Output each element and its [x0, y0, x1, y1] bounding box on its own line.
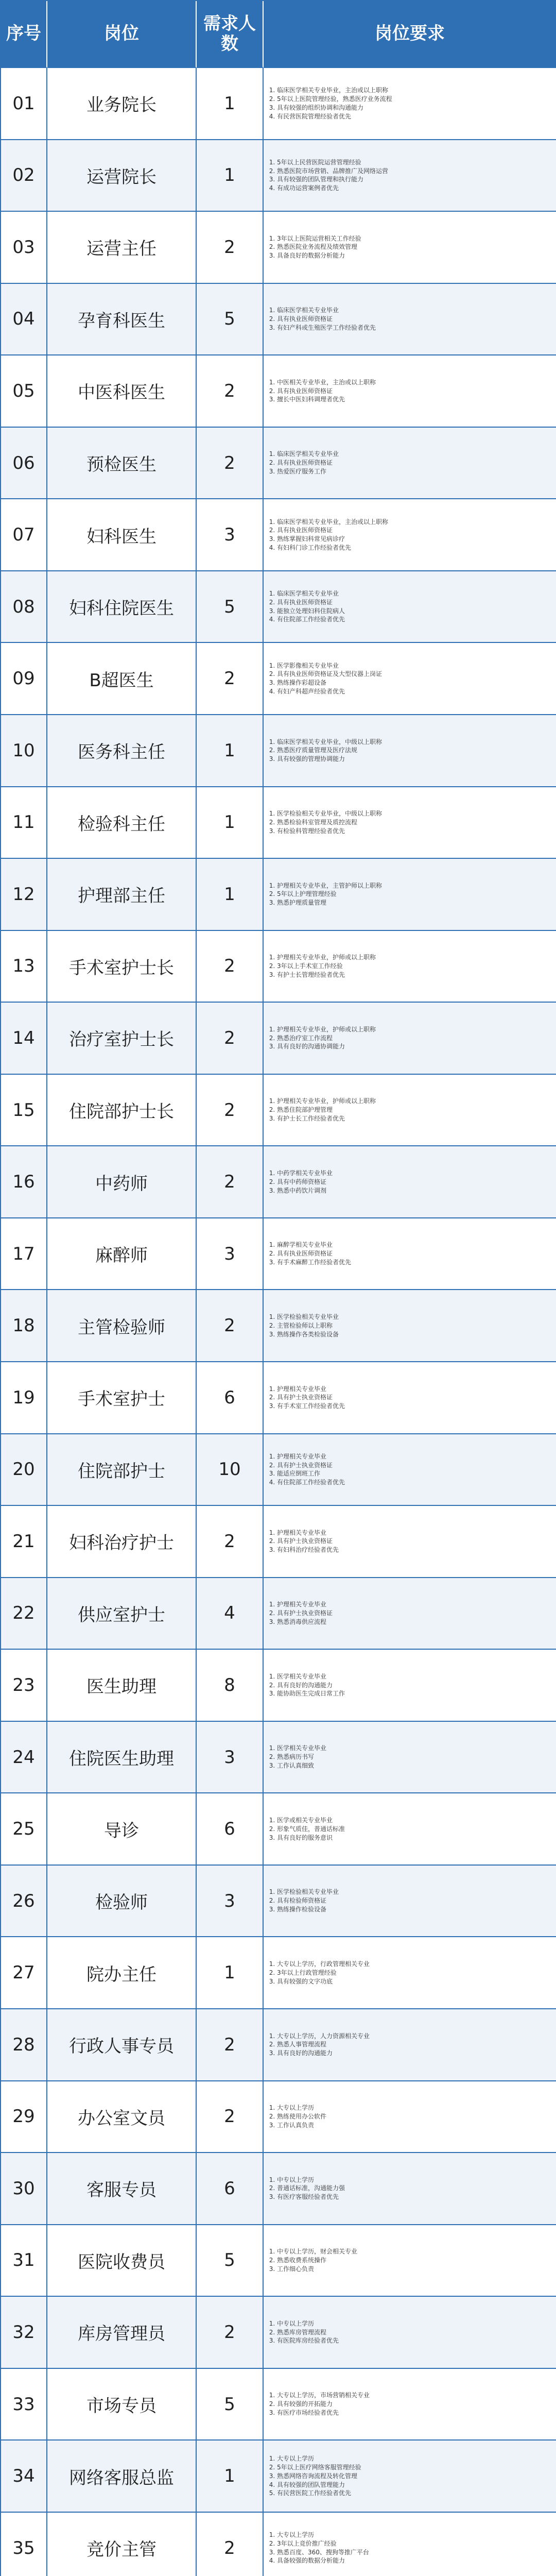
requirement-item: 3. 具有良好的服务意识	[277, 1834, 345, 1842]
row-requirements	[264, 1075, 556, 1147]
row-count: 1	[197, 1937, 264, 2009]
requirement-item: 1. 医学相关专业毕业	[277, 1672, 345, 1681]
requirement-item: 3. 具有较强的文字功底	[277, 1977, 370, 1986]
row-requirements	[264, 2369, 556, 2441]
row-number: 11	[1, 787, 47, 859]
row-requirements	[264, 2009, 556, 2081]
requirement-item: 2. 形象气质佳，普通话标准	[277, 1825, 345, 1834]
row-count: 4	[197, 1578, 264, 1650]
requirements-list	[269, 450, 339, 476]
requirement-item: 3. 熟悉消毒供应流程	[277, 1618, 333, 1626]
row-number: 21	[1, 1506, 47, 1578]
row-position: 主管检验师	[47, 1290, 197, 1362]
row-number: 32	[1, 2297, 47, 2369]
row-number: 05	[1, 355, 47, 428]
requirement-item: 2. 熟悉治疗室工作流程	[277, 1034, 376, 1043]
row-position: 检验师	[47, 1866, 197, 1938]
row-requirements	[264, 68, 556, 140]
requirement-item: 1. 临床医学相关专业毕业，中级以上职称	[277, 738, 382, 747]
requirement-item: 2. 熟悉人事管理流程	[277, 2040, 370, 2049]
requirement-item: 2. 5年以上医院管理经验，熟悉医疗业务流程	[277, 95, 392, 104]
row-count: 2	[197, 643, 264, 715]
requirement-item: 3. 具有良好的沟通协调能力	[277, 1042, 376, 1051]
requirements-list	[269, 1744, 326, 1770]
requirement-item: 3. 熟悉百度、360、搜狗等推广平台	[277, 2548, 369, 2557]
requirement-item: 3. 有医院库房经验者优先	[277, 2336, 339, 2345]
requirement-item: 1. 大专以上学历	[277, 2454, 361, 2463]
requirement-item: 2. 熟练使用办公软件	[277, 2112, 326, 2121]
row-requirements	[264, 1506, 556, 1578]
requirements-list	[269, 882, 382, 907]
requirement-item: 2. 具有执业医师资格证	[277, 598, 345, 607]
row-number: 29	[1, 2081, 47, 2154]
requirement-item: 1. 护理相关专业毕业，护师或以上职称	[277, 953, 376, 962]
requirement-item: 3. 熟练操作检验设备	[277, 1905, 339, 1914]
row-requirements	[264, 355, 556, 428]
requirement-item: 3. 工作认真细致	[277, 1761, 326, 1770]
row-position: 预检医生	[47, 428, 197, 500]
row-requirements	[264, 643, 556, 715]
requirement-item: 1. 医学检验相关专业毕业，中级以上职称	[277, 809, 382, 818]
row-requirements	[264, 931, 556, 1003]
requirement-item: 2. 具有执业医师资格证及大型仪器上岗证	[277, 670, 382, 679]
requirement-item: 3. 具备良好的数据分析能力	[277, 251, 361, 260]
requirement-item: 2. 熟悉医疗质量管理及医疗法规	[277, 746, 382, 755]
row-position: 供应室护士	[47, 1578, 197, 1650]
row-count: 2	[197, 1506, 264, 1578]
row-count: 2	[197, 931, 264, 1003]
requirement-item: 1. 临床医学相关专业毕业	[277, 589, 345, 598]
requirement-item: 1. 临床医学相关专业毕业	[277, 306, 376, 315]
row-position: 院办主任	[47, 1937, 197, 2009]
requirements-list	[269, 1169, 333, 1195]
requirement-item: 4. 具备较强的数据分析能力	[277, 2556, 369, 2565]
row-count: 5	[197, 2225, 264, 2297]
requirements-list	[269, 86, 392, 121]
row-position: 库房管理员	[47, 2297, 197, 2369]
requirement-item: 3. 熟悉护理质量管理	[277, 899, 382, 907]
row-number: 20	[1, 1434, 47, 1506]
row-requirements	[264, 284, 556, 356]
requirement-item: 2. 具有执业医师资格证	[277, 526, 388, 535]
requirements-list	[269, 1452, 345, 1487]
row-number: 09	[1, 643, 47, 715]
row-requirements	[264, 1003, 556, 1075]
requirement-item: 1. 护理相关专业毕业	[277, 1452, 345, 1461]
requirement-item: 1. 护理相关专业毕业	[277, 1529, 339, 1537]
requirement-item: 1. 中专以上学历	[277, 2176, 345, 2184]
requirement-item: 4. 有住院部工作经验者优先	[277, 1478, 345, 1487]
row-number: 14	[1, 1003, 47, 1075]
requirement-item: 1. 大专以上学历，市场营销相关专业	[277, 2391, 370, 2400]
row-position: 妇科治疗护士	[47, 1506, 197, 1578]
row-count: 1	[197, 859, 264, 931]
row-count: 2	[197, 1146, 264, 1218]
row-requirements	[264, 2225, 556, 2297]
requirement-item: 1. 3年以上医院运营相关工作经验	[277, 234, 361, 243]
header-count: 需求人数	[197, 1, 264, 68]
requirement-item: 2. 具有检验师资格证	[277, 1896, 339, 1905]
row-count: 6	[197, 1362, 264, 1434]
requirement-item: 1. 护理相关专业毕业，护师或以上职称	[277, 1097, 376, 1106]
row-count: 3	[197, 1218, 264, 1291]
requirement-item: 2. 具有护士执业资格证	[277, 1393, 345, 1402]
requirement-item: 3. 能协助医生完成日常工作	[277, 1689, 345, 1698]
row-position: 住院医生助理	[47, 1722, 197, 1794]
requirement-item: 3. 熟悉网络咨询流程及转化管理	[277, 2472, 361, 2481]
requirement-item: 1. 护理相关专业毕业	[277, 1385, 345, 1394]
row-number: 08	[1, 571, 47, 643]
requirement-item: 2. 熟悉库房管理流程	[277, 2328, 339, 2337]
row-position: 客服专员	[47, 2153, 197, 2225]
requirements-list	[269, 2391, 370, 2417]
row-number: 01	[1, 68, 47, 140]
requirements-list	[269, 518, 388, 552]
requirement-item: 2. 3年以上行政管理经验	[277, 1969, 370, 1977]
requirements-list	[269, 1241, 351, 1266]
row-count: 10	[197, 1434, 264, 1506]
row-count: 3	[197, 499, 264, 571]
row-position: 市场专员	[47, 2369, 197, 2441]
row-position: 行政人事专员	[47, 2009, 197, 2081]
requirements-list	[269, 1529, 339, 1554]
requirement-item: 4. 具有较强的团队管理能力	[277, 2481, 361, 2489]
requirement-item: 3. 有护士长管理经验者优先	[277, 971, 376, 979]
requirements-list	[269, 2176, 345, 2201]
row-requirements	[264, 1146, 556, 1218]
row-count: 1	[197, 68, 264, 140]
row-count: 6	[197, 1793, 264, 1866]
row-count: 3	[197, 1722, 264, 1794]
row-position: 治疗室护士长	[47, 1003, 197, 1075]
row-requirements	[264, 859, 556, 931]
requirements-list	[269, 2032, 370, 2058]
requirement-item: 2. 具有良好的沟通能力	[277, 1681, 345, 1690]
requirement-item: 1. 中专以上学历，财会相关专业	[277, 2247, 357, 2256]
row-position: B超医生	[47, 643, 197, 715]
requirement-item: 2. 具有执业医师资格证	[277, 387, 376, 396]
requirements-list	[269, 809, 382, 835]
row-count: 2	[197, 1290, 264, 1362]
requirement-item: 3. 有手术麻醉工作经验者优先	[277, 1258, 351, 1267]
requirement-item: 1. 中专以上学历	[277, 2319, 339, 2328]
requirement-item: 2. 熟悉医院业务流程及绩效管理	[277, 243, 361, 251]
requirement-item: 1. 临床医学相关专业毕业，主治或以上职称	[277, 86, 392, 95]
row-number: 22	[1, 1578, 47, 1650]
requirement-item: 3. 有医疗客服经验者优先	[277, 2193, 345, 2201]
row-number: 34	[1, 2441, 47, 2513]
row-requirements	[264, 571, 556, 643]
requirements-list	[269, 662, 382, 696]
row-position: 手术室护士长	[47, 931, 197, 1003]
requirement-item: 1. 中医相关专业毕业，主治或以上职称	[277, 378, 376, 387]
row-position: 妇科住院医生	[47, 571, 197, 643]
row-requirements	[264, 1937, 556, 2009]
requirement-item: 4. 有妇产科超声经验者优先	[277, 687, 382, 696]
requirement-item: 3. 热爱医疗服务工作	[277, 467, 339, 476]
requirements-list	[269, 378, 376, 404]
requirement-item: 2. 具有执业医师资格证	[277, 315, 376, 324]
row-count: 5	[197, 284, 264, 356]
requirement-item: 2. 普通话标准，沟通能力强	[277, 2184, 345, 2193]
requirement-item: 2. 3年以上竞价推广经验	[277, 2539, 369, 2548]
requirements-list	[269, 1097, 376, 1123]
row-position: 医院收费员	[47, 2225, 197, 2297]
requirement-item: 3. 具有较强的管理协调能力	[277, 755, 382, 764]
requirement-item: 1. 医学检验相关专业毕业	[277, 1888, 339, 1896]
row-requirements	[264, 1793, 556, 1866]
row-position: 住院部护士	[47, 1434, 197, 1506]
row-count: 6	[197, 2153, 264, 2225]
row-number: 07	[1, 499, 47, 571]
row-position: 医务科主任	[47, 715, 197, 787]
row-number: 10	[1, 715, 47, 787]
requirement-item: 3. 有医疗市场经验者优先	[277, 2409, 370, 2417]
row-number: 04	[1, 284, 47, 356]
row-requirements	[264, 428, 556, 500]
row-requirements	[264, 2081, 556, 2154]
requirement-item: 3. 具有较强的团队管理和执行能力	[277, 175, 388, 184]
row-number: 24	[1, 1722, 47, 1794]
row-position: 业务院长	[47, 68, 197, 140]
row-count: 2	[197, 2009, 264, 2081]
row-count: 1	[197, 787, 264, 859]
requirement-item: 3. 具有较强的组织协调和沟通能力	[277, 104, 392, 112]
row-requirements	[264, 1722, 556, 1794]
row-position: 检验科主任	[47, 787, 197, 859]
requirements-list	[269, 1025, 376, 1051]
row-count: 8	[197, 1650, 264, 1722]
requirement-item: 1. 临床医学相关专业毕业	[277, 450, 339, 459]
header-position: 岗位	[47, 1, 197, 68]
row-position: 麻醉师	[47, 1218, 197, 1291]
requirement-item: 3. 能独立处理妇科住院病人	[277, 607, 345, 616]
requirement-item: 4. 有妇科门诊工作经验者优先	[277, 544, 388, 552]
row-position: 护理部主任	[47, 859, 197, 931]
row-requirements	[264, 212, 556, 284]
requirement-item: 3. 熟练操作各类检验设备	[277, 1330, 339, 1339]
requirement-item: 1. 护理相关专业毕业	[277, 1600, 333, 1609]
row-requirements	[264, 2153, 556, 2225]
row-requirements	[264, 1290, 556, 1362]
requirement-item: 1. 中药学相关专业毕业	[277, 1169, 333, 1178]
row-count: 5	[197, 571, 264, 643]
requirement-item: 3. 工作认真负责	[277, 2121, 326, 2130]
requirement-item: 3. 熟练掌握妇科常见病诊疗	[277, 535, 388, 544]
row-count: 2	[197, 2297, 264, 2369]
row-number: 18	[1, 1290, 47, 1362]
requirement-item: 3. 擅长中医妇科调理者优先	[277, 395, 376, 404]
row-number: 28	[1, 2009, 47, 2081]
requirement-item: 1. 大专以上学历，行政管理相关专业	[277, 1960, 370, 1969]
requirement-item: 2. 熟悉病历书写	[277, 1753, 326, 1761]
requirement-item: 2. 熟悉检验科室管理及质控流程	[277, 818, 382, 827]
row-requirements	[264, 1218, 556, 1291]
requirements-list	[269, 2104, 326, 2129]
row-count: 2	[197, 1003, 264, 1075]
requirement-item: 4. 有民营医院管理经验者优先	[277, 112, 392, 121]
requirement-item: 2. 具有护士执业资格证	[277, 1461, 345, 1470]
requirement-item: 1. 护理相关专业毕业，护师或以上职称	[277, 1025, 376, 1034]
requirement-item: 2. 5年以上医疗网络客服管理经验	[277, 2463, 361, 2472]
row-count: 3	[197, 1866, 264, 1938]
requirement-item: 1. 医学检验相关专业毕业	[277, 1313, 339, 1321]
row-position: 网络客服总监	[47, 2441, 197, 2513]
row-number: 27	[1, 1937, 47, 2009]
row-position: 运营主任	[47, 212, 197, 284]
row-count: 1	[197, 715, 264, 787]
row-requirements	[264, 1650, 556, 1722]
row-position: 孕育科医生	[47, 284, 197, 356]
requirements-list	[269, 2319, 339, 2345]
requirements-list	[269, 234, 361, 260]
row-requirements	[264, 2513, 556, 2576]
row-number: 30	[1, 2153, 47, 2225]
row-number: 12	[1, 859, 47, 931]
row-count: 1	[197, 2441, 264, 2513]
row-count: 2	[197, 2513, 264, 2576]
requirements-list	[269, 2454, 361, 2498]
requirement-item: 3. 能适应倒班工作	[277, 1469, 345, 1478]
row-requirements	[264, 1578, 556, 1650]
requirement-item: 3. 有检验科管理经验者优先	[277, 827, 382, 836]
row-position: 竞价主管	[47, 2513, 197, 2576]
row-requirements	[264, 715, 556, 787]
requirement-item: 2. 具有执业医师资格证	[277, 1249, 351, 1258]
row-position: 住院部护士长	[47, 1075, 197, 1147]
requirement-item: 3. 有妇产科或生殖医学工作经验者优先	[277, 324, 376, 332]
header-no: 序号	[1, 1, 47, 68]
row-position: 导诊	[47, 1793, 197, 1866]
requirement-item: 2. 5年以上护理管理经验	[277, 890, 382, 899]
row-number: 06	[1, 428, 47, 500]
requirement-item: 2. 具有中药师资格证	[277, 1178, 333, 1187]
requirements-list	[269, 1385, 345, 1411]
row-requirements	[264, 2297, 556, 2369]
requirement-item: 3. 有妇科治疗经验者优先	[277, 1546, 339, 1554]
row-number: 16	[1, 1146, 47, 1218]
row-position: 中药师	[47, 1146, 197, 1218]
requirement-item: 3. 有护士长工作经验者优先	[277, 1114, 376, 1123]
requirement-item: 1. 临床医学相关专业毕业，主治或以上职称	[277, 518, 388, 527]
row-count: 2	[197, 355, 264, 428]
requirement-item: 2. 3年以上手术室工作经验	[277, 962, 376, 971]
requirement-item: 2. 具有护士执业资格证	[277, 1609, 333, 1618]
row-position: 医生助理	[47, 1650, 197, 1722]
requirement-item: 1. 医学影像相关专业毕业	[277, 662, 382, 670]
requirement-item: 1. 医学相关专业毕业	[277, 1744, 326, 1753]
requirement-item: 3. 熟练操作彩超设备	[277, 679, 382, 687]
row-requirements	[264, 1362, 556, 1434]
requirement-item: 1. 护理相关专业毕业，主管护师以上职称	[277, 882, 382, 890]
row-number: 23	[1, 1650, 47, 1722]
requirement-item: 3. 熟悉中药饮片调剂	[277, 1187, 333, 1195]
row-number: 03	[1, 212, 47, 284]
row-count: 2	[197, 428, 264, 500]
requirements-list	[269, 589, 345, 624]
row-position: 手术室护士	[47, 1362, 197, 1434]
requirement-item: 1. 大专以上学历，人力资源相关专业	[277, 2032, 370, 2041]
row-count: 2	[197, 2081, 264, 2154]
requirements-list	[269, 953, 376, 979]
row-requirements	[264, 1866, 556, 1938]
requirement-item: 2. 具有执业医师资格证	[277, 459, 339, 467]
requirements-list	[269, 1672, 345, 1698]
requirement-item: 1. 大专以上学历	[277, 2104, 326, 2112]
row-number: 26	[1, 1866, 47, 1938]
requirement-item: 5. 有民营医院工作经验者优先	[277, 2489, 361, 2498]
requirements-list	[269, 2247, 357, 2273]
row-number: 31	[1, 2225, 47, 2297]
requirements-list	[269, 306, 376, 332]
requirement-item: 1. 医学或相关专业毕业	[277, 1816, 345, 1825]
row-requirements	[264, 787, 556, 859]
requirement-item: 3. 具有良好的沟通能力	[277, 2049, 370, 2058]
requirements-list	[269, 1888, 339, 1913]
requirement-item: 4. 有住院部工作经验者优先	[277, 615, 345, 624]
header-requirements: 岗位要求	[264, 1, 556, 68]
row-position: 办公室文员	[47, 2081, 197, 2154]
requirement-item: 2. 具有护士执业资格证	[277, 1537, 339, 1546]
requirements-list	[269, 158, 388, 193]
requirement-item: 1. 麻醉学相关专业毕业	[277, 1241, 351, 1249]
requirements-list	[269, 738, 382, 764]
requirement-item: 2. 熟悉住院部护理管理	[277, 1106, 376, 1114]
requirements-list	[269, 1600, 333, 1626]
row-number: 35	[1, 2513, 47, 2576]
row-position: 妇科医生	[47, 499, 197, 571]
requirement-item: 1. 5年以上民营医院运营管理经验	[277, 158, 388, 167]
row-position: 运营院长	[47, 140, 197, 212]
requirement-item: 2. 具有较强的开拓能力	[277, 2400, 370, 2409]
row-number: 33	[1, 2369, 47, 2441]
requirement-item: 4. 有成功运营案例者优先	[277, 184, 388, 193]
requirement-item: 2. 熟悉医院市场营销、品牌推广及网络运营	[277, 167, 388, 176]
row-position: 中医科医生	[47, 355, 197, 428]
row-number: 17	[1, 1218, 47, 1291]
requirement-item: 3. 有手术室工作经验者优先	[277, 1402, 345, 1411]
requirements-list	[269, 2531, 369, 2565]
row-count: 1	[197, 140, 264, 212]
row-requirements	[264, 1434, 556, 1506]
row-number: 15	[1, 1075, 47, 1147]
requirement-item: 1. 大专以上学历	[277, 2531, 369, 2539]
requirements-list	[269, 1313, 339, 1338]
row-number: 25	[1, 1793, 47, 1866]
requirements-list	[269, 1960, 370, 1986]
row-requirements	[264, 499, 556, 571]
requirement-item: 2. 熟悉收费系统操作	[277, 2256, 357, 2265]
row-requirements	[264, 2441, 556, 2513]
row-count: 5	[197, 2369, 264, 2441]
requirement-item: 2. 主管检验师以上职称	[277, 1321, 339, 1330]
requirements-list	[269, 1816, 345, 1842]
requirement-item: 3. 工作细心负责	[277, 2265, 357, 2274]
row-number: 02	[1, 140, 47, 212]
row-number: 19	[1, 1362, 47, 1434]
row-count: 2	[197, 1075, 264, 1147]
row-requirements	[264, 140, 556, 212]
row-count: 2	[197, 212, 264, 284]
row-number: 13	[1, 931, 47, 1003]
